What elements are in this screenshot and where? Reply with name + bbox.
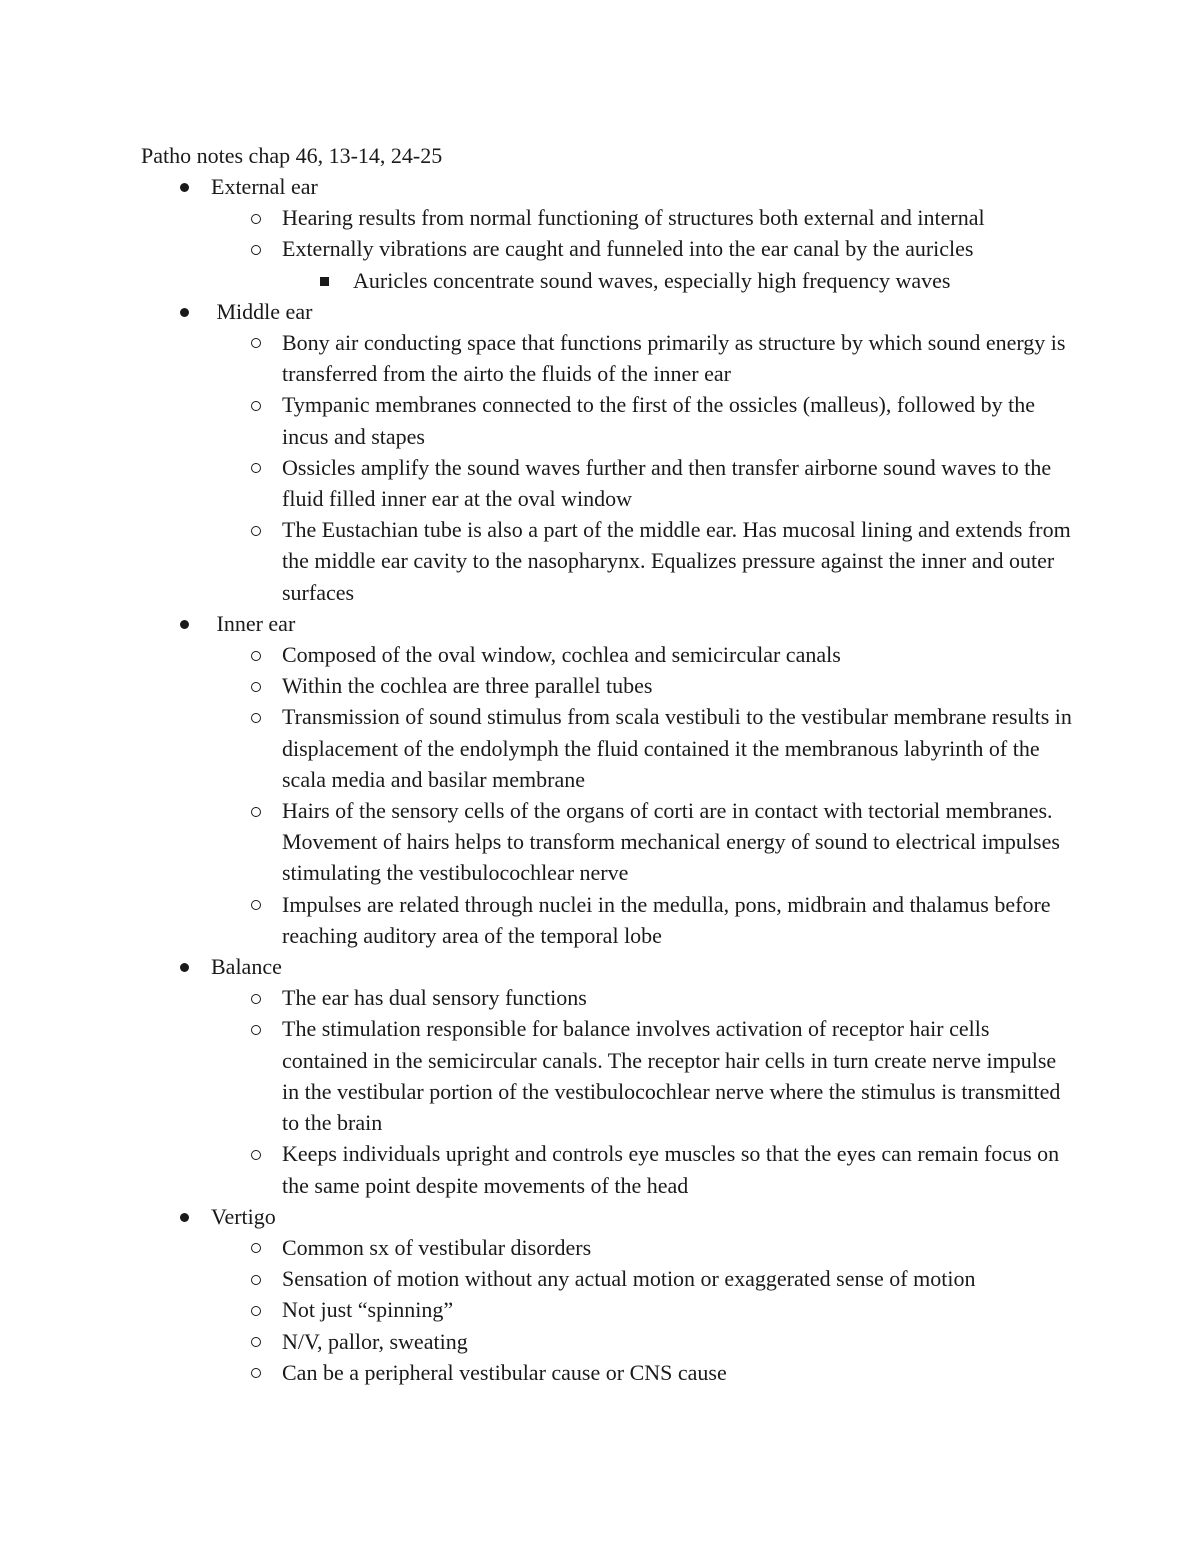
list-item-text: Transmission of sound stimulus from scala vestibuli to the vestibular membrane results in displacement of the endolymph the fluid contained it the membranous labyrinth of the scala media and basilar membrane	[282, 704, 1072, 792]
list-item-text: N/V, pallor, sweating	[282, 1328, 468, 1354]
nested-list-item	[0, 265, 1200, 296]
outline-list	[0, 171, 1200, 1388]
bullet-circle-icon	[249, 701, 263, 732]
bullet-circle-icon	[249, 639, 263, 670]
list-item-text: The stimulation responsible for balance involves activation of receptor hair cells contained in the semicircular canals. The receptor hair cells in turn create nerve impulse in the vestibular portion of the vestibulocochlear nerve where the stimulus is transmitted to the brain	[282, 1016, 1061, 1136]
bullet-circle-icon	[249, 389, 263, 420]
list-item	[0, 233, 1200, 295]
list-item	[0, 327, 1200, 389]
list-item	[0, 889, 1200, 951]
section-heading: Balance	[211, 954, 282, 980]
section-sublist	[0, 1232, 1200, 1388]
bullet-dot-icon	[178, 1201, 190, 1232]
list-item	[0, 639, 1200, 670]
bullet-circle-icon	[249, 233, 263, 264]
list-item	[0, 1232, 1200, 1263]
section-sublist	[0, 202, 1200, 296]
list-item-text: Externally vibrations are caught and funneled into the ear canal by the auricles	[282, 236, 974, 262]
nested-list-item-text: Auricles concentrate sound waves, especially high frequency waves	[353, 267, 951, 293]
section-heading: Middle ear	[211, 298, 313, 324]
document-title: Patho notes chap 46, 13-14, 24-25	[141, 143, 443, 168]
list-item-text: Keeps individuals upright and controls eye muscles so that the eyes can remain focus on the same point despite movements of the head	[282, 1141, 1060, 1198]
section-sublist	[0, 639, 1200, 951]
section-item	[0, 1201, 1200, 1388]
list-item	[0, 1294, 1200, 1325]
section-sublist	[0, 982, 1200, 1200]
bullet-circle-icon	[249, 1294, 263, 1325]
list-item	[0, 514, 1200, 608]
list-item	[0, 701, 1200, 795]
list-item-text: Bony air conducting space that functions primarily as structure by which sound energy is transferred from the airto the fluids of the inner ear	[282, 330, 1066, 387]
list-item	[0, 452, 1200, 514]
bullet-dot-icon	[178, 296, 190, 327]
list-item	[0, 1263, 1200, 1294]
bullet-circle-icon	[249, 1013, 263, 1044]
list-item	[0, 982, 1200, 1013]
bullet-square-icon	[317, 265, 331, 296]
section-heading: External ear	[211, 174, 318, 199]
bullet-dot-icon	[178, 951, 190, 982]
list-item-text: Common sx of vestibular disorders	[282, 1234, 592, 1260]
list-item	[0, 202, 1200, 233]
list-item	[0, 1326, 1200, 1357]
list-item-text: Tympanic membranes connected to the first of the ossicles (malleus), followed by the incus and stapes	[282, 392, 1035, 449]
list-item-text: The ear has dual sensory functions	[282, 985, 587, 1011]
bullet-circle-icon	[249, 795, 263, 826]
section-sublist	[0, 327, 1200, 608]
list-item-text: Within the cochlea are three parallel tubes	[282, 673, 653, 699]
bullet-circle-icon	[249, 202, 263, 233]
list-item	[0, 670, 1200, 701]
list-item	[0, 1357, 1200, 1388]
list-item-text: Can be a peripheral vestibular cause or CNS cause	[282, 1359, 727, 1385]
list-item-text: Hairs of the sensory cells of the organs of corti are in contact with tectorial membranes. Movement of hairs helps to transform mechanical energy of sound to electrical impulses stimulating the vestibulocochlear nerve	[282, 798, 1060, 886]
section-item	[0, 171, 1200, 296]
list-item-text: Impulses are related through nuclei in the medulla, pons, midbrain and thalamus before reaching auditory area of the temporal lobe	[282, 891, 1051, 948]
bullet-circle-icon	[249, 889, 263, 920]
bullet-circle-icon	[249, 327, 263, 358]
list-item-text: Not just “spinning”	[282, 1297, 454, 1323]
section-item	[0, 951, 1200, 1201]
bullet-circle-icon	[249, 452, 263, 483]
bullet-dot-icon	[178, 608, 190, 639]
nested-sublist	[0, 265, 1200, 296]
bullet-circle-icon	[249, 1232, 263, 1263]
section-heading: Vertigo	[211, 1203, 276, 1229]
section-item	[0, 608, 1200, 951]
list-item	[0, 1013, 1200, 1138]
bullet-circle-icon	[249, 982, 263, 1013]
list-item-text: Sensation of motion without any actual motion or exaggerated sense of motion	[282, 1266, 976, 1292]
bullet-circle-icon	[249, 1138, 263, 1169]
bullet-circle-icon	[249, 1263, 263, 1294]
list-item	[0, 795, 1200, 889]
list-item	[0, 389, 1200, 451]
bullet-circle-icon	[249, 1357, 263, 1388]
bullet-circle-icon	[249, 670, 263, 701]
list-item-text: The Eustachian tube is also a part of the middle ear. Has mucosal lining and extends from the middle ear cavity to the nasopharynx. Equalizes pressure against the inner and outer surfaces	[282, 517, 1071, 605]
list-item-text: Hearing results from normal functioning of structures both external and internal	[282, 205, 985, 231]
bullet-circle-icon	[249, 1326, 263, 1357]
list-item-text: Composed of the oval window, cochlea and semicircular canals	[282, 642, 841, 668]
list-item	[0, 1138, 1200, 1200]
section-item	[0, 296, 1200, 608]
section-heading: Inner ear	[211, 610, 296, 636]
bullet-dot-icon	[178, 171, 190, 202]
bullet-circle-icon	[249, 514, 263, 545]
list-item-text: Ossicles amplify the sound waves further and then transfer airborne sound waves to the fluid filled inner ear at the oval window	[282, 454, 1052, 512]
